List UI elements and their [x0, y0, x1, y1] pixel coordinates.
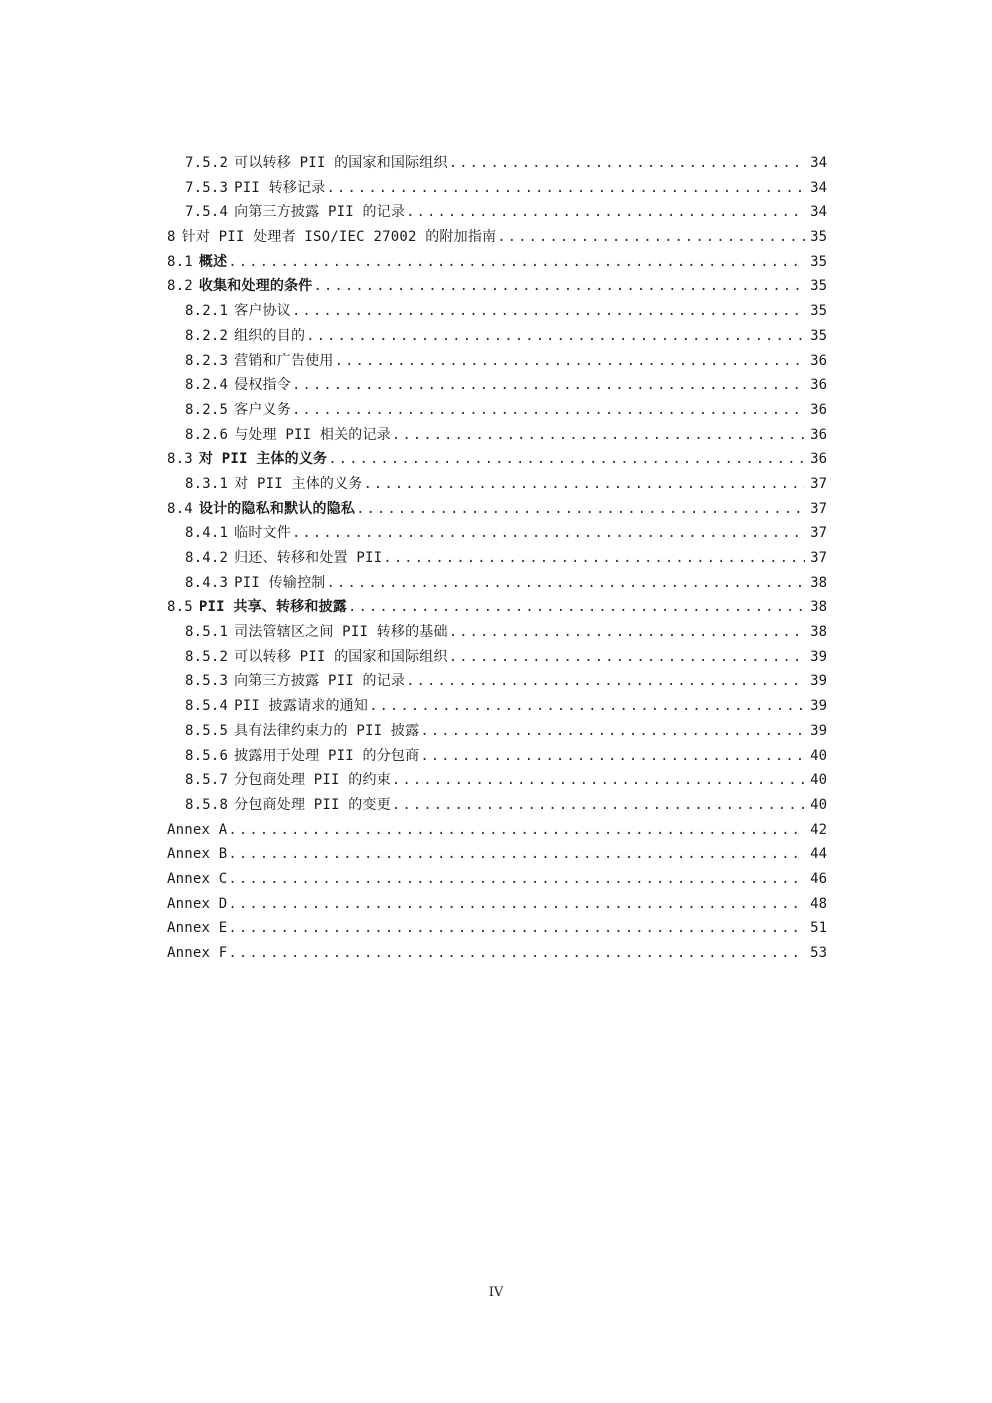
toc-dot-leader [228, 867, 805, 892]
toc-entry-title: 概述 [198, 253, 228, 270]
toc-entry-number: 8.3 [167, 451, 193, 468]
toc-entry-page: 37 [810, 500, 827, 517]
toc-entry-label [185, 373, 291, 398]
toc-entry-page: 39 [810, 722, 827, 739]
toc-entry-number: 8.4.1 [185, 525, 229, 542]
toc-entry-number: 8.5.7 [185, 772, 229, 789]
toc-entry-title: 具有法律约束力的 PII 披露 [234, 722, 420, 739]
toc-entry[interactable] [167, 521, 827, 546]
toc-entry-label [167, 916, 227, 941]
toc-entry-page: 37 [810, 475, 827, 492]
toc-entry-label [185, 571, 325, 596]
toc-dot-leader [392, 793, 805, 818]
toc-entry[interactable] [167, 472, 827, 497]
toc-entry[interactable] [167, 645, 827, 670]
toc-entry-label [167, 225, 496, 250]
toc-entry[interactable] [167, 744, 827, 769]
toc-entry[interactable] [167, 842, 827, 867]
toc-entry[interactable] [167, 151, 827, 176]
toc-entry[interactable] [167, 274, 827, 299]
toc-entry-number: 7.5.3 [185, 179, 229, 196]
toc-entry-number: 8.5.3 [185, 673, 229, 690]
toc-entry-label [167, 867, 227, 892]
toc-entry-number: 7.5.4 [185, 204, 229, 221]
toc-entry-title: 营销和广告使用 [234, 352, 334, 369]
toc-entry-label [185, 768, 391, 793]
toc-dot-leader [228, 892, 805, 917]
toc-dot-leader [369, 694, 805, 719]
toc-entry[interactable] [167, 299, 827, 324]
toc-entry-number: 8.5.1 [185, 624, 229, 641]
toc-entry-label [185, 546, 382, 571]
toc-dot-leader [449, 151, 805, 176]
toc-entry-page: 42 [810, 821, 827, 838]
toc-entry-page: 38 [810, 574, 827, 591]
toc-entry-title: PII 传输控制 [234, 574, 326, 591]
toc-dot-leader [228, 818, 805, 843]
toc-entry-number: 8.2.5 [185, 401, 229, 418]
toc-entry-page: 40 [810, 747, 827, 764]
toc-entry[interactable] [167, 349, 827, 374]
toc-entry-page: 35 [810, 253, 827, 270]
toc-entry-title: Annex D [167, 895, 228, 912]
toc-entry-page: 36 [810, 377, 827, 394]
toc-dot-leader [228, 842, 805, 867]
toc-dot-leader [335, 349, 805, 374]
toc-entry-label [167, 497, 355, 522]
toc-entry-title: 组织的目的 [234, 327, 306, 344]
toc-entry-label [185, 744, 419, 769]
toc-entry-number: 8.4 [167, 500, 193, 517]
toc-entry[interactable] [167, 620, 827, 645]
toc-entry-page: 39 [810, 698, 827, 715]
toc-entry-label [185, 423, 391, 448]
toc-entry-page: 35 [810, 327, 827, 344]
toc-entry[interactable] [167, 423, 827, 448]
toc-dot-leader [292, 299, 805, 324]
toc-dot-leader [326, 571, 805, 596]
toc-entry-title: 归还、转移和处置 PII [234, 550, 383, 566]
toc-entry-number: 8.4.3 [185, 574, 229, 591]
toc-dot-leader [228, 941, 805, 966]
toc-dot-leader [383, 546, 805, 571]
toc-entry-title: 侵权指令 [234, 377, 291, 394]
page-number: IV [488, 1285, 504, 1300]
toc-entry[interactable] [167, 200, 827, 225]
toc-entry[interactable] [167, 768, 827, 793]
toc-dot-leader [292, 373, 805, 398]
toc-entry[interactable] [167, 398, 827, 423]
toc-entry-page: 39 [810, 648, 827, 665]
toc-entry-title: 对 PII 主体的义务 [198, 451, 328, 468]
toc-entry-page: 34 [810, 155, 827, 171]
toc-entry-title: 可以转移 PII 的国家和国际组织 [234, 648, 448, 665]
toc-entry-label [185, 398, 291, 423]
toc-entry-title: Annex F [167, 945, 228, 961]
toc-entry-page: 53 [810, 945, 827, 961]
toc-dot-leader [314, 274, 806, 299]
toc-entry[interactable] [167, 892, 827, 917]
toc-entry-number: 8.2.2 [185, 327, 229, 344]
toc-entry-page: 36 [810, 451, 827, 468]
toc-entry-number: 8.5.6 [185, 747, 229, 764]
toc-entry-page: 38 [810, 624, 827, 641]
toc-entry-label [167, 250, 227, 275]
toc-entry[interactable] [167, 225, 827, 250]
toc-entry-title: 临时文件 [234, 525, 291, 542]
toc-entry-title: 司法管辖区之间 PII 转移的基础 [234, 624, 448, 641]
toc-entry-label [185, 793, 391, 818]
toc-entry-page: 36 [810, 352, 827, 369]
toc-entry-title: Annex E [167, 920, 228, 937]
toc-entry-page: 44 [810, 846, 827, 863]
toc-entry-title: 可以转移 PII 的国家和国际组织 [234, 155, 448, 171]
toc-entry-number: 8.2.1 [185, 303, 229, 320]
toc-entry[interactable] [167, 497, 827, 522]
toc-entry-label [167, 274, 313, 299]
toc-entry-number: 8.3.1 [185, 475, 229, 492]
toc-entry-label [167, 941, 227, 966]
toc-entry-page: 35 [810, 303, 827, 320]
toc-dot-leader [306, 324, 805, 349]
toc-entry-label [185, 349, 334, 374]
toc-dot-leader [392, 768, 805, 793]
toc-entry[interactable] [167, 176, 827, 201]
toc-entry[interactable] [167, 595, 827, 620]
toc-entry-page: 35 [810, 229, 827, 246]
toc-entry-label [167, 595, 347, 620]
toc-dot-leader [497, 225, 805, 250]
toc-entry-page: 36 [810, 426, 827, 443]
toc-entry-number: 8.5 [167, 599, 193, 616]
toc-entry-title: 收集和处理的条件 [198, 278, 313, 295]
toc-entry-title: 针对 PII 处理者 ISO/IEC 27002 的附加指南 [181, 229, 497, 246]
toc-entry-label [167, 892, 227, 917]
toc-entry-number: 8.5.2 [185, 648, 229, 665]
toc-entry-label [167, 842, 227, 867]
toc-entry[interactable] [167, 793, 827, 818]
toc-entry-label [185, 645, 448, 670]
toc-dot-leader [326, 176, 805, 201]
toc-entry[interactable] [167, 669, 827, 694]
toc-entry-title: 向第三方披露 PII 的记录 [234, 673, 406, 690]
toc-entry-label [185, 200, 405, 225]
toc-entry-page: 48 [810, 895, 827, 912]
toc-dot-leader [292, 398, 805, 423]
toc-entry-label [185, 669, 405, 694]
toc-entry[interactable] [167, 867, 827, 892]
toc-dot-leader [364, 472, 806, 497]
toc-dot-leader [292, 521, 805, 546]
toc-entry-title: PII 共享、转移和披露 [198, 599, 348, 616]
toc-entry[interactable] [167, 250, 827, 275]
toc-dot-leader [420, 744, 805, 769]
toc-entry-page: 37 [810, 550, 827, 566]
toc-entry-label [185, 151, 448, 176]
toc-dot-leader [406, 200, 805, 225]
toc-dot-leader [406, 669, 805, 694]
toc-entry-number: 8.2 [167, 278, 193, 295]
toc-entry[interactable] [167, 818, 827, 843]
toc-entry-title: 向第三方披露 PII 的记录 [234, 204, 406, 221]
toc-dot-leader [449, 620, 805, 645]
toc-entry-page: 40 [810, 772, 827, 789]
toc-entry-label [185, 324, 305, 349]
toc-entry-label [185, 521, 291, 546]
toc-entry-number: 8.1 [167, 253, 193, 270]
toc-entry-label [185, 299, 291, 324]
toc-entry-title: 分包商处理 PII 的变更 [234, 796, 391, 813]
toc-entry-number: 8.5.8 [185, 796, 229, 813]
toc-entry-title: Annex A [167, 821, 228, 838]
toc-entry-number: 8.4.2 [185, 550, 229, 566]
toc-entry-title: 客户义务 [234, 401, 291, 418]
toc-entry-title: 分包商处理 PII 的约束 [234, 772, 391, 789]
toc-entry-label [167, 447, 327, 472]
toc-entry-label [185, 719, 419, 744]
toc-entry-number: 8 [167, 229, 176, 246]
toc-entry-title: 披露用于处理 PII 的分包商 [234, 747, 420, 764]
toc-entry-label [185, 694, 368, 719]
toc-entry-label [185, 620, 448, 645]
toc-entry-page: 51 [810, 920, 827, 937]
toc-entry-title: Annex C [167, 870, 228, 887]
toc-entry-title: PII 转移记录 [234, 179, 326, 196]
toc-entry-page: 35 [810, 278, 827, 295]
toc-dot-leader [228, 250, 805, 275]
toc-dot-leader [356, 497, 805, 522]
toc-entry-number: 8.5.5 [185, 722, 229, 739]
toc-entry-page: 36 [810, 401, 827, 418]
toc-entry-page: 46 [810, 870, 827, 887]
toc-entry-number: 8.2.4 [185, 377, 229, 394]
toc-entry-title: 对 PII 主体的义务 [234, 475, 363, 492]
toc-entry-number: 7.5.2 [185, 155, 229, 171]
toc-entry-title: 设计的隐私和默认的隐私 [198, 500, 356, 517]
toc-dot-leader [392, 423, 805, 448]
toc-entry-page: 34 [810, 204, 827, 221]
toc-entry[interactable] [167, 373, 827, 398]
toc-entry[interactable] [167, 916, 827, 941]
toc-dot-leader [228, 916, 805, 941]
toc-entry-number: 8.2.3 [185, 352, 229, 369]
toc-entry-label [167, 818, 227, 843]
toc-dot-leader [328, 447, 805, 472]
toc-entry-number: 8.5.4 [185, 698, 229, 715]
toc-entry[interactable] [167, 694, 827, 719]
toc-entry[interactable] [167, 719, 827, 744]
toc-entry[interactable] [167, 447, 827, 472]
toc-entry-label [185, 472, 363, 497]
toc-dot-leader [348, 595, 805, 620]
toc-entry-page: 40 [810, 796, 827, 813]
toc-dot-leader [420, 719, 805, 744]
toc-entry-title: PII 披露请求的通知 [234, 698, 369, 715]
toc-entry-page: 34 [810, 179, 827, 196]
toc-entry[interactable] [167, 571, 827, 596]
toc-entry-title: Annex B [167, 846, 228, 863]
toc-dot-leader [449, 645, 805, 670]
toc-entry-page: 39 [810, 673, 827, 690]
toc-entry[interactable] [167, 324, 827, 349]
toc-entry-label [185, 176, 325, 201]
toc-entry-title: 客户协议 [234, 303, 291, 320]
toc-entry-title: 与处理 PII 相关的记录 [234, 426, 391, 443]
table-of-contents [167, 151, 827, 966]
toc-entry[interactable] [167, 941, 827, 966]
toc-entry-page: 37 [810, 525, 827, 542]
toc-entry-number: 8.2.6 [185, 426, 229, 443]
toc-entry-page: 38 [810, 599, 827, 616]
toc-entry[interactable] [167, 546, 827, 571]
